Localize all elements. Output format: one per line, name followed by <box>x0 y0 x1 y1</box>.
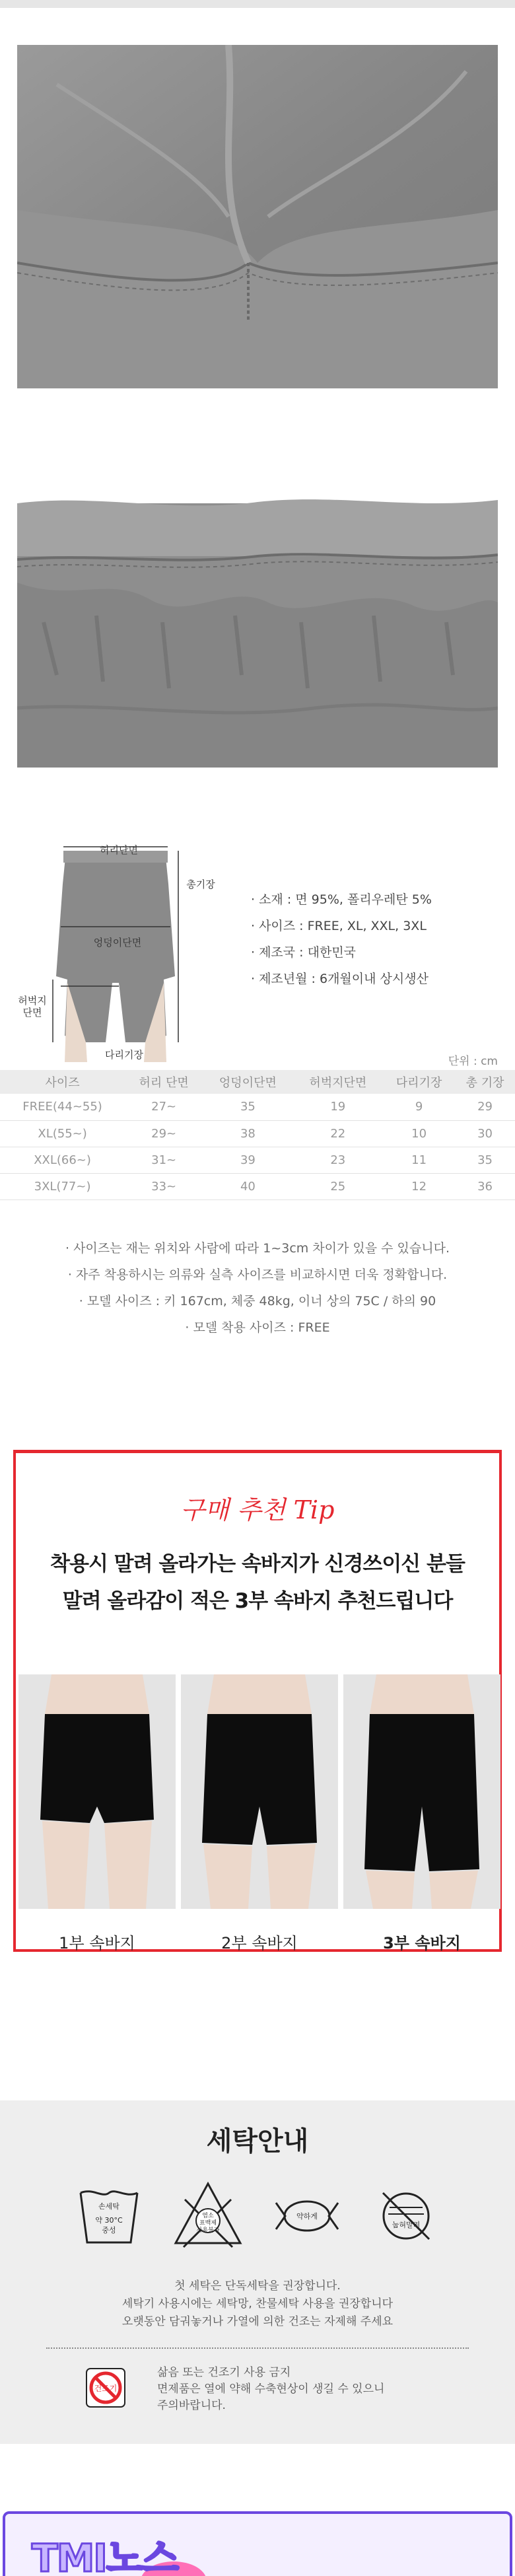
header-waist: 허리 단면 <box>125 1070 203 1094</box>
size-table <box>0 1070 515 1200</box>
wash-guide-title: 세탁안내 <box>206 2126 309 2157</box>
table-cell: 25 <box>293 1173 383 1199</box>
table-cell: 33~ <box>125 1173 203 1199</box>
dryer-warning <box>157 2365 448 2414</box>
table-cell: 36 <box>455 1173 515 1199</box>
table-cell: 35 <box>455 1147 515 1173</box>
table-cell: 9 <box>383 1094 455 1120</box>
gentle-wring-icon <box>271 2180 343 2252</box>
fabric-closeup-photo-1 <box>17 45 498 388</box>
short-3bu-label: 3부 속바지 <box>383 1934 461 1952</box>
table-row <box>0 1173 515 1199</box>
no-dryer-icon <box>83 2365 129 2411</box>
table-row <box>0 1094 515 1120</box>
leg-length-label: 다리기장 <box>105 1049 143 1061</box>
wash-guide <box>0 2100 515 2444</box>
table-cell: FREE(44~55) <box>0 1094 125 1120</box>
flat-dry-text: 눕혀말려 <box>392 2221 421 2229</box>
header-total: 총 기장 <box>455 1070 515 1094</box>
hip-label: 엉덩이단면 <box>93 937 142 948</box>
tmi-banner <box>0 2510 515 2576</box>
table-cell: 29~ <box>125 1120 203 1147</box>
short-1bu-label: 1부 속바지 <box>59 1934 135 1952</box>
wash-line: 오랫동안 담궈놓거나 가열에 의한 건조는 자제해 주세요 <box>121 2315 394 2328</box>
short-3bu-photo <box>343 1674 500 1909</box>
table-cell: XXL(66~) <box>0 1147 125 1173</box>
no-bleach-text-2: 표백제 <box>199 2220 217 2227</box>
hand-wash-text-2: 약 30°C <box>95 2216 123 2225</box>
no-dryer-icon-text: 건조기 <box>94 2384 118 2393</box>
dryer-warning-line: 면제품은 열에 약해 수축현상이 생길 수 있으니 <box>157 2382 385 2396</box>
note-line: · 자주 착용하시는 의류와 실측 사이즈를 비교하시면 더욱 정확합니다. <box>67 1268 448 1282</box>
no-bleach-text-1: 염소 <box>202 2213 214 2219</box>
table-cell: 38 <box>203 1120 292 1147</box>
spec-country: · 제조국 : 대한민국 <box>251 945 357 960</box>
table-cell: 35 <box>203 1094 292 1120</box>
table-row <box>0 1147 515 1173</box>
note-line: · 모델 착용 사이즈 : FREE <box>185 1320 330 1335</box>
no-bleach-icon <box>172 2180 244 2252</box>
purchase-tip-headline <box>16 1546 499 1620</box>
gentle-wring-text: 약하게 <box>296 2212 318 2221</box>
size-measurement-figure <box>13 844 231 1069</box>
wash-line: 첫 세탁은 단독세탁을 권장합니다. <box>174 2279 341 2293</box>
size-unit-label: 단위 : cm <box>448 1055 498 1068</box>
product-spec-list <box>251 886 502 992</box>
short-2bu-label: 2부 속바지 <box>221 1934 298 1952</box>
hand-wash-text-1: 손세탁 <box>98 2202 120 2211</box>
no-bleach-text-3: 사용불가 <box>196 2227 220 2234</box>
table-cell: 11 <box>383 1147 455 1173</box>
header-hip: 엉덩이단면 <box>203 1070 292 1094</box>
size-table-header <box>0 1070 515 1094</box>
table-cell: 31~ <box>125 1147 203 1173</box>
thigh-label-line1: 허벅지 <box>18 995 47 1007</box>
short-1bu-photo <box>18 1674 176 1909</box>
header-thigh: 허벅지단면 <box>293 1070 383 1094</box>
thigh-label-line2: 단면 <box>22 1007 42 1019</box>
tmi-title: TMI노스 <box>32 2536 178 2576</box>
wash-icon-row <box>73 2180 442 2266</box>
dryer-warning-line: 주의바랍니다. <box>157 2399 226 2412</box>
table-cell: 27~ <box>125 1094 203 1120</box>
spec-material: · 소재 : 면 95%, 폴리우레탄 5% <box>251 892 432 907</box>
tmi-box <box>3 2511 512 2576</box>
table-cell: 29 <box>455 1094 515 1120</box>
total-length-label: 총기장 <box>186 878 215 890</box>
table-cell: 3XL(77~) <box>0 1173 125 1199</box>
top-gray-strip <box>0 0 515 8</box>
spec-sizes: · 사이즈 : FREE, XL, XXL, 3XL <box>251 919 427 933</box>
table-row <box>0 1120 515 1147</box>
header-leg: 다리기장 <box>383 1070 455 1094</box>
purchase-tip-line2: 말려 올라감이 적은 3부 속바지 추천드립니다 <box>62 1589 453 1613</box>
dotted-divider <box>46 2347 469 2349</box>
waist-label: 허리단면 <box>100 844 138 856</box>
wash-instructions <box>0 2277 515 2331</box>
table-cell: 19 <box>293 1094 383 1120</box>
flat-dry-icon <box>370 2180 442 2252</box>
purchase-tip-line1: 착용시 말려 올라가는 속바지가 신경쓰이신 분들 <box>50 1552 465 1576</box>
table-cell: 12 <box>383 1173 455 1199</box>
header-size: 사이즈 <box>0 1070 125 1094</box>
short-2bu-photo <box>181 1674 338 1909</box>
note-line: · 사이즈는 재는 위치와 사람에 따라 1~3cm 차이가 있을 수 있습니다. <box>65 1241 450 1256</box>
table-cell: 40 <box>203 1173 292 1199</box>
spec-manufacture-date: · 제조년월 : 6개월이내 상시생산 <box>251 972 429 986</box>
table-cell: 23 <box>293 1147 383 1173</box>
wash-line: 세탁기 사용시에는 세탁망, 찬물세탁 사용을 권장합니다 <box>121 2297 394 2310</box>
note-line: · 모델 사이즈 : 키 167cm, 체중 48kg, 이너 상의 75C / 하의 90 <box>79 1294 436 1308</box>
table-cell: 30 <box>455 1120 515 1147</box>
purchase-tip-box <box>13 1450 502 1952</box>
table-cell: XL(55~) <box>0 1120 125 1147</box>
hand-wash-icon <box>73 2180 145 2252</box>
table-cell: 39 <box>203 1147 292 1173</box>
purchase-tip-title: 구매 추천 Tip <box>180 1495 335 1524</box>
size-notes <box>0 1235 515 1341</box>
fabric-closeup-photo-2 <box>17 424 498 768</box>
dryer-warning-line: 삶음 또는 건조기 사용 금지 <box>157 2366 291 2379</box>
thigh-label <box>13 995 52 1019</box>
table-cell: 22 <box>293 1120 383 1147</box>
hand-wash-text-3: 중성 <box>102 2226 116 2235</box>
table-cell: 10 <box>383 1120 455 1147</box>
